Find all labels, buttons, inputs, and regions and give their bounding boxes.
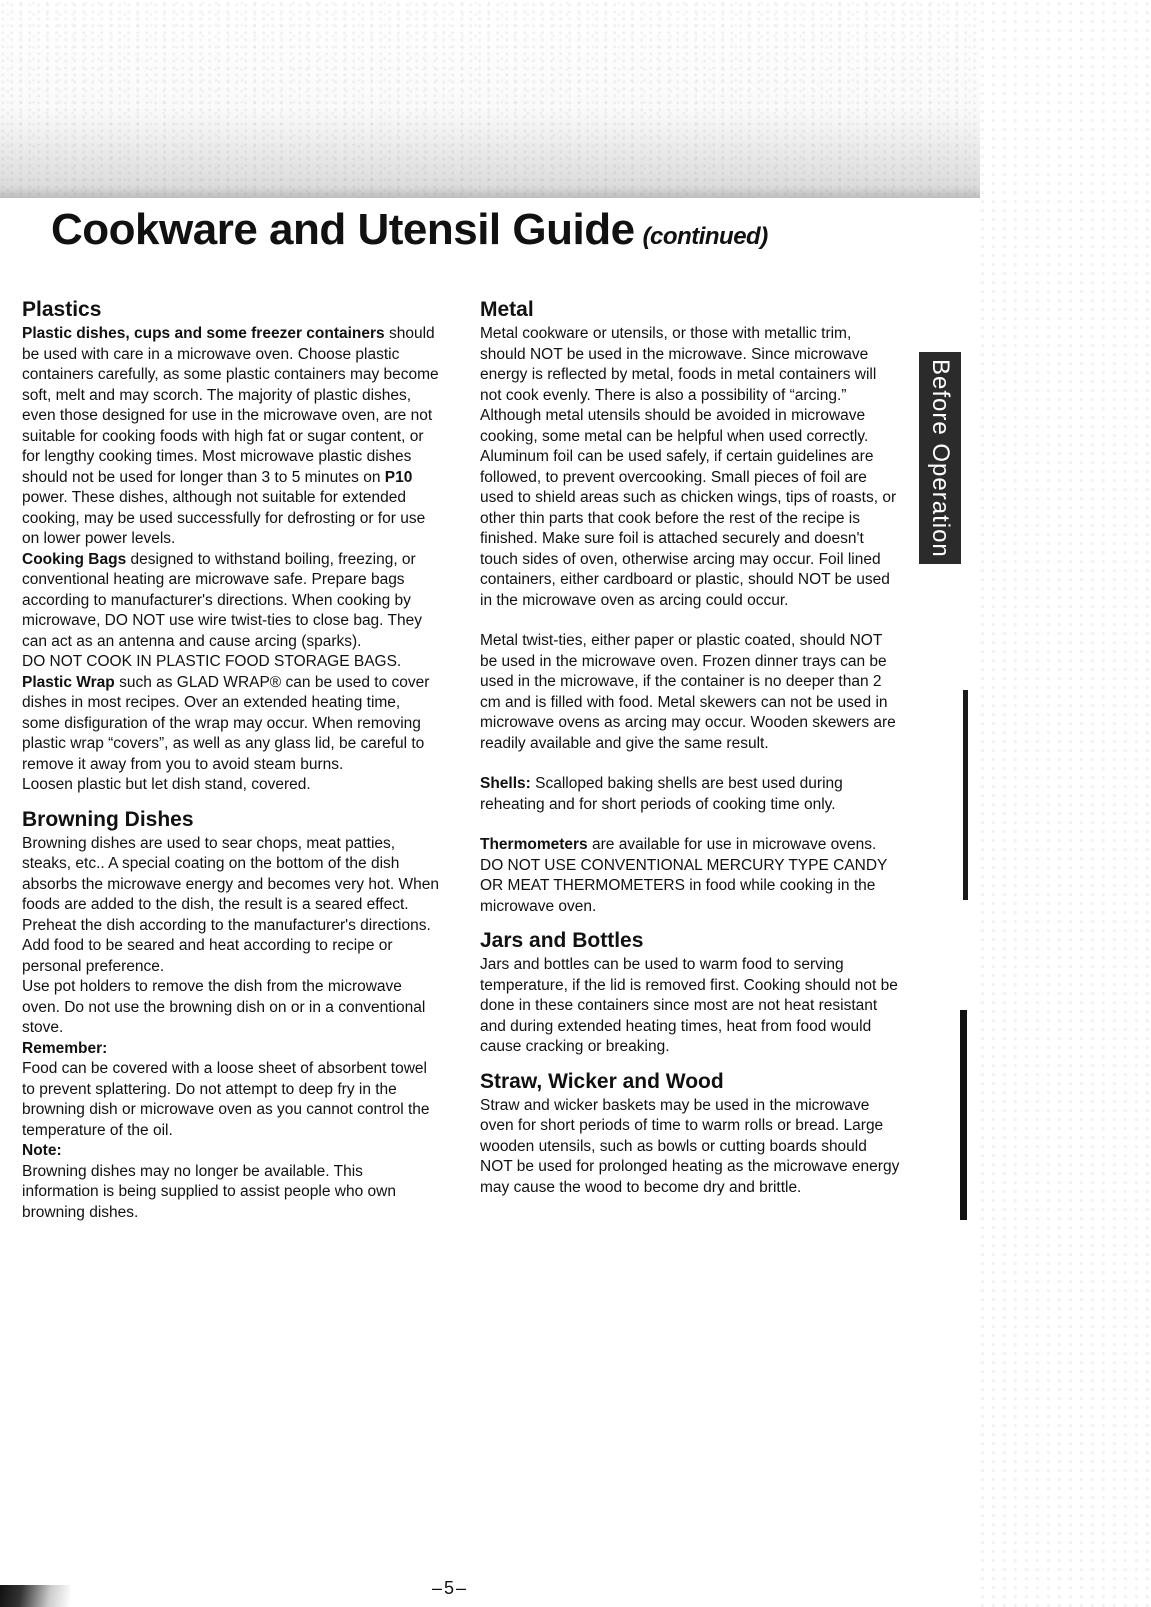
plastics-bags [22,550,442,653]
browning-p2: Use pot holders to remove the dish from the microwave oven. Do not use the browning dish on or in a conventional stove. [22,978,426,1036]
plastics-wrap-text: such as GLAD WRAP® can be used to cover dishes in most recipes. Over an extended heating time, some disfiguration of the wrap may occur. When removing plastic wrap “covers”, as well as any glass lid, be careful to remove it away from you to avoid steam burns. [22,673,430,773]
section-jars-bottles [480,929,900,1058]
metal-thermo-text: are available for use in microwave ovens. DO NOT USE CONVENTIONAL MERCURY TYPE CANDY OR MEAT THERMOMETERS in food while cooking in the microwave oven. [480,836,888,915]
browning-remember-bold: Remember: [22,1039,108,1057]
right-column [480,298,900,1198]
plastics-intro [22,324,442,550]
jars-heading: Jars and Bottles [480,929,644,952]
browning-remember-label [22,1039,442,1060]
metal-thermo-bold: Thermometers [480,836,588,853]
plastics-bags-text: designed to withstand boiling, freezing, or conventional heating are microwave safe. Prepare bags according to manufacturer's directions. When cooking by microwave, DO NOT use wire twist-ties to close bag. They can act as an antenna and cause arcing (sparks). [22,550,422,650]
section-tab-before-operation [919,352,961,564]
metal-shells-bold: Shells: [480,775,531,792]
browning-note-bold: Note: [22,1142,62,1159]
plastics-power-bold: P10 [384,468,413,486]
section-straw-wicker-wood [480,1070,900,1199]
metal-shells-text: Scalloped baking shells are best used during reheating and for short periods of cooking time only. [480,775,843,813]
section-browning-dishes [22,808,442,1224]
page-number: –5– [432,1578,469,1598]
metal-p3: Aluminum foil can be used safely, if certain guidelines are followed, to prevent overcooking. Small pieces of foil are used to shield areas such as chicken wings, tips of roasts, or other thin parts that cook before the rest of the recipe is finished. Make sure foil is attached securely and doesn't touch sides of oven, otherwise arcing may occur. Foil lined containers, either cardboard or plastic, should NOT be used in the microwave oven as arcing could occur. [480,448,897,609]
metal-p4: Metal twist-ties, either paper or plastic coated, should NOT be used in the microwave oven. Frozen dinner trays can be used in the microwave, if the container is no deeper than 2 cm and is filled with food. Metal skewers can not be used in microwave ovens as arcing may occur. Wooden skewers are readily available and give the same result. [480,632,896,752]
section-metal [480,298,900,917]
plastics-intro-bold: Plastic dishes, cups and some freezer containers [22,325,385,342]
scan-smudge [0,1585,70,1607]
scan-texture-right [978,0,1151,1607]
plastics-intro-text: should be used with care in a microwave oven. Choose plastic containers carefully, as some plastic containers may become soft, melt and may scorch. The majority of plastic dishes, even those designed for use in the microwave oven, are not suitable for cooking foods with high fat or sugar content, or for lengthy cooking times. Most microwave plastic dishes should not be used for longer than 3 to 5 minutes on [22,325,439,486]
left-column [22,298,442,1223]
plastics-power-text: power. These dishes, although not suitable for extended cooking, may be used successfully for defrosting or for use on lower power levels. [22,489,426,547]
plastics-heading: Plastics [22,298,102,321]
page-title [51,205,768,255]
edge-marker-bar [963,690,968,900]
metal-shells [480,774,900,815]
scan-texture-top [0,0,980,198]
section-tab-label: Before Operation [927,358,954,558]
plastics-wrap-bold: Plastic Wrap [22,673,115,691]
page-title-text: Cookware and Utensil Guide [51,205,635,254]
plastics-storage-warning: DO NOT COOK IN PLASTIC FOOD STORAGE BAGS. [22,653,402,670]
section-plastics [22,298,442,796]
straw-heading: Straw, Wicker and Wood [480,1069,724,1093]
plastics-loosen: Loosen plastic but let dish stand, covered. [22,776,311,793]
browning-remember-text: Food can be covered with a loose sheet of absorbent towel to prevent splattering. Do not attempt to deep fry in the browning dish or microwave oven as you cannot control the temperature of the oil. [22,1060,430,1139]
browning-note-label [22,1141,442,1162]
straw-text: Straw and wicker baskets may be used in the microwave oven for short periods of time to warm rolls or bread. Large wooden utensils, such as bowls or cutting boards should NOT be used for prolonged heating as the microwave energy may cause the wood to become dry and brittle. [480,1096,900,1196]
browning-note-text: Browning dishes may no longer be available. This information is being supplied to assist people who own browning dishes. [22,1162,396,1221]
plastics-bags-bold: Cooking Bags [22,550,127,568]
metal-thermometers [480,835,900,917]
jars-text: Jars and bottles can be used to warm food to serving temperature, if the lid is removed first. Cooking should not be done in these containers since most are not heat resistant and during extended heating times, heat from food would cause cracking or breaking. [480,956,898,1055]
continued-label: (continued) [642,223,768,250]
plastics-wrap [22,673,442,776]
edge-marker-bar [960,1010,967,1220]
browning-heading: Browning Dishes [22,807,194,831]
metal-p1: Metal cookware or utensils, or those with metallic trim, should NOT be used in the microwave. Since microwave energy is reflected by metal, foods in metal containers will not cook evenly. There is also a possibility of “arcing.” [480,325,877,404]
metal-p2: Although metal utensils should be avoided in microwave cooking, some metal can be helpful when used correctly. [480,407,869,445]
metal-heading: Metal [480,298,534,321]
browning-p1: Browning dishes are used to sear chops, meat patties, steaks, etc.. A special coating on the bottom of the dish absorbs the microwave energy and becomes very hot. When foods are added to the dish, the result is a seared effect. Preheat the dish according to the manufacturer's directions. Add food to be seared and heat according to recipe or personal preference. [22,834,439,975]
